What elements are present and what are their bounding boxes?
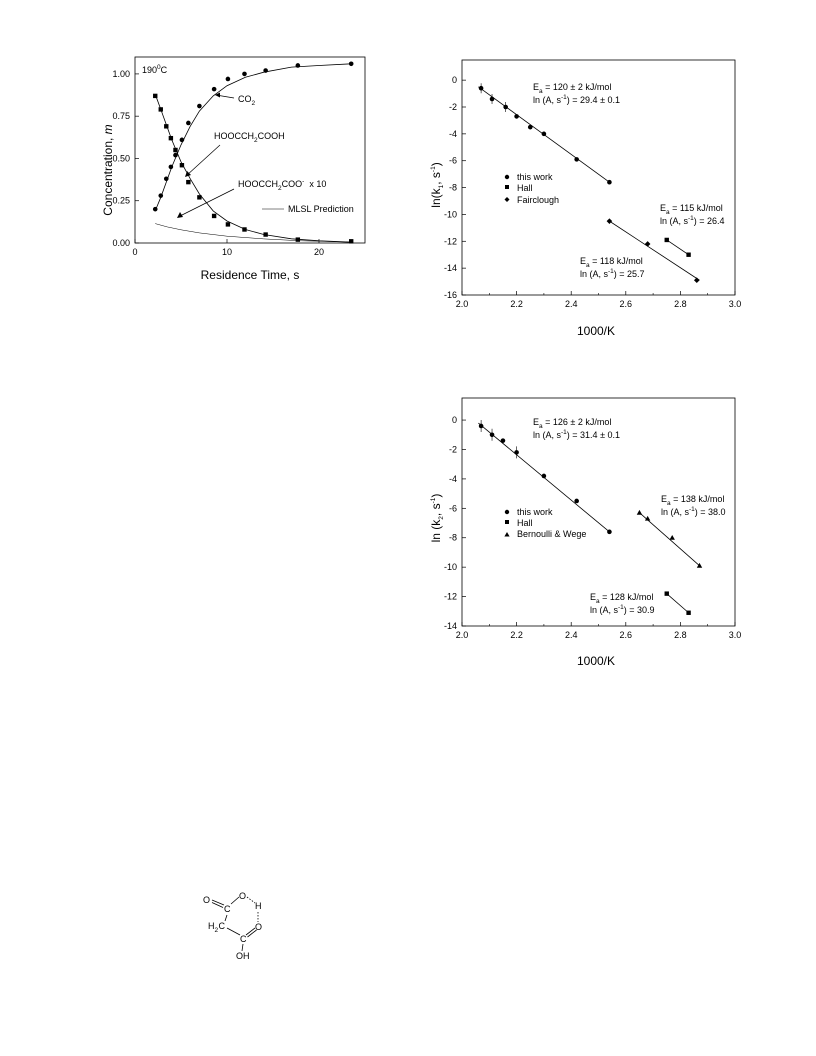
data-point-series-1 (153, 94, 157, 98)
legend-marker-hall (505, 520, 509, 524)
y-tick-label: -2 (448, 102, 457, 112)
y-tick-label: 0 (451, 415, 457, 426)
annotation-fairclough (580, 256, 645, 279)
atom-o-top-right: O (239, 891, 247, 901)
data-point-series-0 (173, 153, 178, 158)
atom-h2c-h: H (208, 921, 215, 931)
data-point-series-0 (197, 104, 202, 109)
bond-c-o-double-3 (246, 928, 255, 935)
x-tick-label: 2.8 (674, 630, 687, 640)
x-tick-label: 3.0 (728, 630, 742, 640)
fit-line-1 (639, 513, 699, 566)
x-tick-label: 2.6 (619, 299, 633, 309)
arrow-malonate-ion (178, 189, 234, 217)
svg-text:Ea = 120 ± 2 kJ/mol: $E_a = 120 \pm 2$ kJ/mol (533, 82, 612, 95)
plot-frame (135, 57, 365, 243)
atom-c-bottom: C (240, 934, 247, 944)
y-axis-label: $\ln(k_1$, $s^{-1}$) (429, 162, 445, 208)
legend (505, 172, 560, 205)
y-tick-label: -14 (443, 263, 457, 274)
data-point-series-1 (665, 238, 669, 242)
data-point-series-0 (501, 438, 506, 443)
data-point-series-0 (263, 68, 268, 73)
legend-marker-this-work (505, 175, 509, 179)
annotation-hall (660, 203, 725, 226)
legend-label-hall: Hall (517, 518, 533, 528)
data-point-series-0 (186, 121, 191, 126)
bond-c-oh (242, 944, 243, 951)
annotation-mlsl: MLSL Prediction (288, 204, 354, 214)
arrhenius-k1-chart (420, 50, 750, 345)
fit-line-2 (667, 240, 689, 255)
y-tick-label: -10 (443, 209, 457, 220)
annotation-hall (590, 592, 655, 615)
y-tick-label: -16 (443, 290, 457, 300)
svg-text:Ea = 128 kJ/mol: $E_a = 128$ kJ/mol (590, 592, 654, 605)
y-tick-label: -8 (448, 532, 457, 543)
data-point-series-1 (296, 237, 300, 241)
data-point-series-0 (164, 176, 169, 181)
svg-text:Ea = 118 kJ/mol: $E_a = 118$ kJ/mol (580, 256, 643, 269)
y-tick-label: 0.75 (112, 111, 130, 122)
y-tick-label: -6 (448, 155, 457, 166)
data-point-series-1 (263, 232, 267, 236)
annotation-this-work (533, 82, 620, 105)
legend-marker-this-work (505, 510, 509, 514)
arrow-malonic-acid (186, 145, 220, 176)
atom-o-top-left: O (203, 895, 211, 905)
y-tick-label: -12 (443, 236, 457, 247)
y-tick-label: -6 (448, 503, 457, 514)
data-point-series-0 (180, 138, 185, 143)
x-tick-label: 0 (132, 247, 138, 257)
bond-c-ch2 (225, 915, 227, 921)
data-point-series-1 (686, 253, 690, 257)
malonic-acid-structure (195, 888, 285, 963)
svg-text:ln (A, s-1) = 31.4 ± 0.1: ln (A, $s^{-1}) = 31.4 \pm 0.1$ (533, 429, 621, 440)
data-point-series-0 (528, 125, 533, 130)
annotation-bernoulli-wege (661, 494, 726, 517)
svg-text:ln (A, s-1) = 29.4 ± 0.1: ln (A, $s^{-1}) = 29.4 \pm 0.1$ (533, 94, 621, 105)
svg-text:Ea = 138 kJ/mol: $E_a = 138$ kJ/mol (661, 494, 725, 507)
svg-text:ln (A, s-1) = 25.7: ln (A, $s^{-1}) = 25.7$ (580, 268, 645, 279)
data-point-series-0 (514, 114, 519, 119)
y-tick-label: 0 (451, 75, 457, 86)
legend-label-this-work: this work (517, 507, 553, 517)
data-point-series-1 (164, 124, 168, 128)
legend-label-fairclough: Fairclough (517, 195, 560, 205)
data-point-series-1 (186, 180, 190, 184)
data-point-series-1 (242, 227, 246, 231)
data-point-series-0 (542, 132, 547, 137)
y-axis-label: Concentration, m (101, 124, 115, 216)
x-axis-label: 1000/K (576, 654, 616, 668)
atom-o-bottom-right: O (255, 922, 263, 932)
bond-c-o-double-4 (248, 930, 257, 937)
y-tick-label: -2 (448, 444, 457, 455)
y-tick-label: 0.25 (112, 195, 130, 206)
x-tick-label: 2.0 (455, 630, 469, 640)
data-point-series-0 (542, 474, 547, 479)
y-tick-label: -8 (448, 182, 457, 193)
y-tick-label: -10 (443, 562, 457, 573)
x-tick-label: 2.0 (455, 299, 469, 309)
annotation-malonic-acid: $HOOCCH_2COOH$ (214, 131, 285, 144)
data-point-series-1 (349, 239, 353, 243)
y-axis-label: $\ln (k_2$, $s^{-1}$) (429, 493, 445, 543)
x-axis-label: Residence Time, s (200, 268, 300, 282)
data-point-series-0 (242, 72, 247, 77)
arrhenius-k2-chart (420, 388, 750, 673)
data-point-series-0 (296, 63, 301, 68)
atom-oh-bottom: OH (236, 951, 250, 961)
data-point-series-2 (637, 510, 642, 515)
data-point-series-1 (159, 107, 163, 111)
svg-text:ln (A, s-1) = 38.0: ln (A, $s^{-1}) = 38.0$ (661, 506, 726, 517)
bond-ch2-c (227, 928, 240, 935)
svg-text:Ea = 115 kJ/mol: $E_a = 115$ kJ/mol (660, 203, 723, 216)
data-point-series-1 (226, 222, 230, 226)
legend (504, 507, 586, 539)
legend-label-hall: Hall (517, 183, 533, 193)
concentration-chart (90, 45, 380, 285)
data-point-series-0 (607, 530, 612, 535)
data-point-series-2 (694, 277, 700, 283)
data-point-series-0 (349, 61, 354, 66)
data-point-series-0 (158, 193, 163, 198)
y-tick-label: -14 (443, 621, 457, 631)
data-point-series-0 (212, 87, 217, 92)
svg-text:ln (A, s-1) = 26.4: ln (A, $s^{-1}) = 26.4$ (660, 215, 725, 226)
fit-line-2 (667, 594, 689, 613)
arrowhead-co2 (215, 93, 220, 98)
y-tick-label: 0.50 (112, 153, 130, 164)
data-point-series-2 (607, 218, 613, 224)
legend-label-this-work: this work (517, 172, 553, 182)
legend-label-bernoulli-wege: Bernoulli & Wege (517, 529, 587, 539)
x-tick-label: 2.2 (510, 299, 523, 309)
atom-h-top: H (255, 901, 262, 911)
data-point-series-1 (180, 163, 184, 167)
annotation-malonate-ion: $HOOCCH_2COO^-$ x 10 (238, 178, 327, 192)
x-tick-label: 2.8 (674, 299, 687, 309)
data-point-series-1 (686, 611, 690, 615)
data-point-series-0 (574, 499, 579, 504)
atom-c-top: C (224, 904, 231, 914)
data-point-series-2 (670, 535, 675, 540)
data-point-series-1 (169, 136, 173, 140)
svg-text:Ea = 126 ± 2 kJ/mol: $E_a = 126 \pm 2$ kJ/mol (533, 417, 612, 430)
x-axis-label: 1000/K (576, 324, 616, 338)
legend-marker-hall (505, 185, 509, 189)
data-point-series-0 (153, 207, 158, 212)
x-tick-label: 2.2 (510, 630, 523, 640)
data-point-series-0 (169, 165, 174, 170)
y-tick-label: 1.00 (112, 68, 130, 79)
data-point-series-0 (607, 180, 612, 185)
data-point-series-1 (197, 195, 201, 199)
atom-h2c-c: C (218, 921, 225, 931)
y-tick-label: 0.00 (112, 238, 130, 248)
data-point-series-2 (645, 241, 651, 247)
y-tick-label: -4 (448, 128, 457, 139)
data-point-series-1 (212, 214, 216, 218)
svg-text:ln (A, s-1) = 30.9: ln (A, $s^{-1}) = 30.9$ (590, 604, 655, 615)
x-tick-label: 2.6 (619, 630, 633, 640)
bond-c-o-double-2 (212, 903, 223, 908)
data-point-series-0 (226, 77, 231, 82)
curve-malonate-ion (155, 224, 351, 242)
data-point-series-1 (665, 591, 669, 595)
bond-c-o-double-1 (212, 900, 224, 905)
fit-curve-malonic-acid (155, 94, 351, 242)
y-tick-label: -4 (448, 473, 457, 484)
y-tick-label: -12 (443, 591, 457, 602)
x-tick-label: 20 (313, 247, 325, 257)
data-point-series-1 (173, 148, 177, 152)
x-tick-label: 10 (221, 247, 233, 257)
x-tick-label: 3.0 (728, 299, 742, 309)
atom-h2c-sub: 2 (214, 927, 219, 934)
x-tick-label: 2.4 (564, 630, 578, 640)
annotation-this-work (533, 417, 620, 440)
temperature-label: $190^0C$ (142, 64, 168, 75)
bond-o-h-dashed (247, 897, 255, 903)
data-point-series-0 (574, 157, 579, 162)
legend-marker-fairclough (505, 197, 510, 202)
annotation-co2: $CO_2$ (238, 94, 256, 107)
x-tick-label: 2.4 (564, 299, 578, 309)
legend-marker-bernoulli-wege (504, 532, 509, 537)
bond-c-o-single (231, 897, 239, 904)
